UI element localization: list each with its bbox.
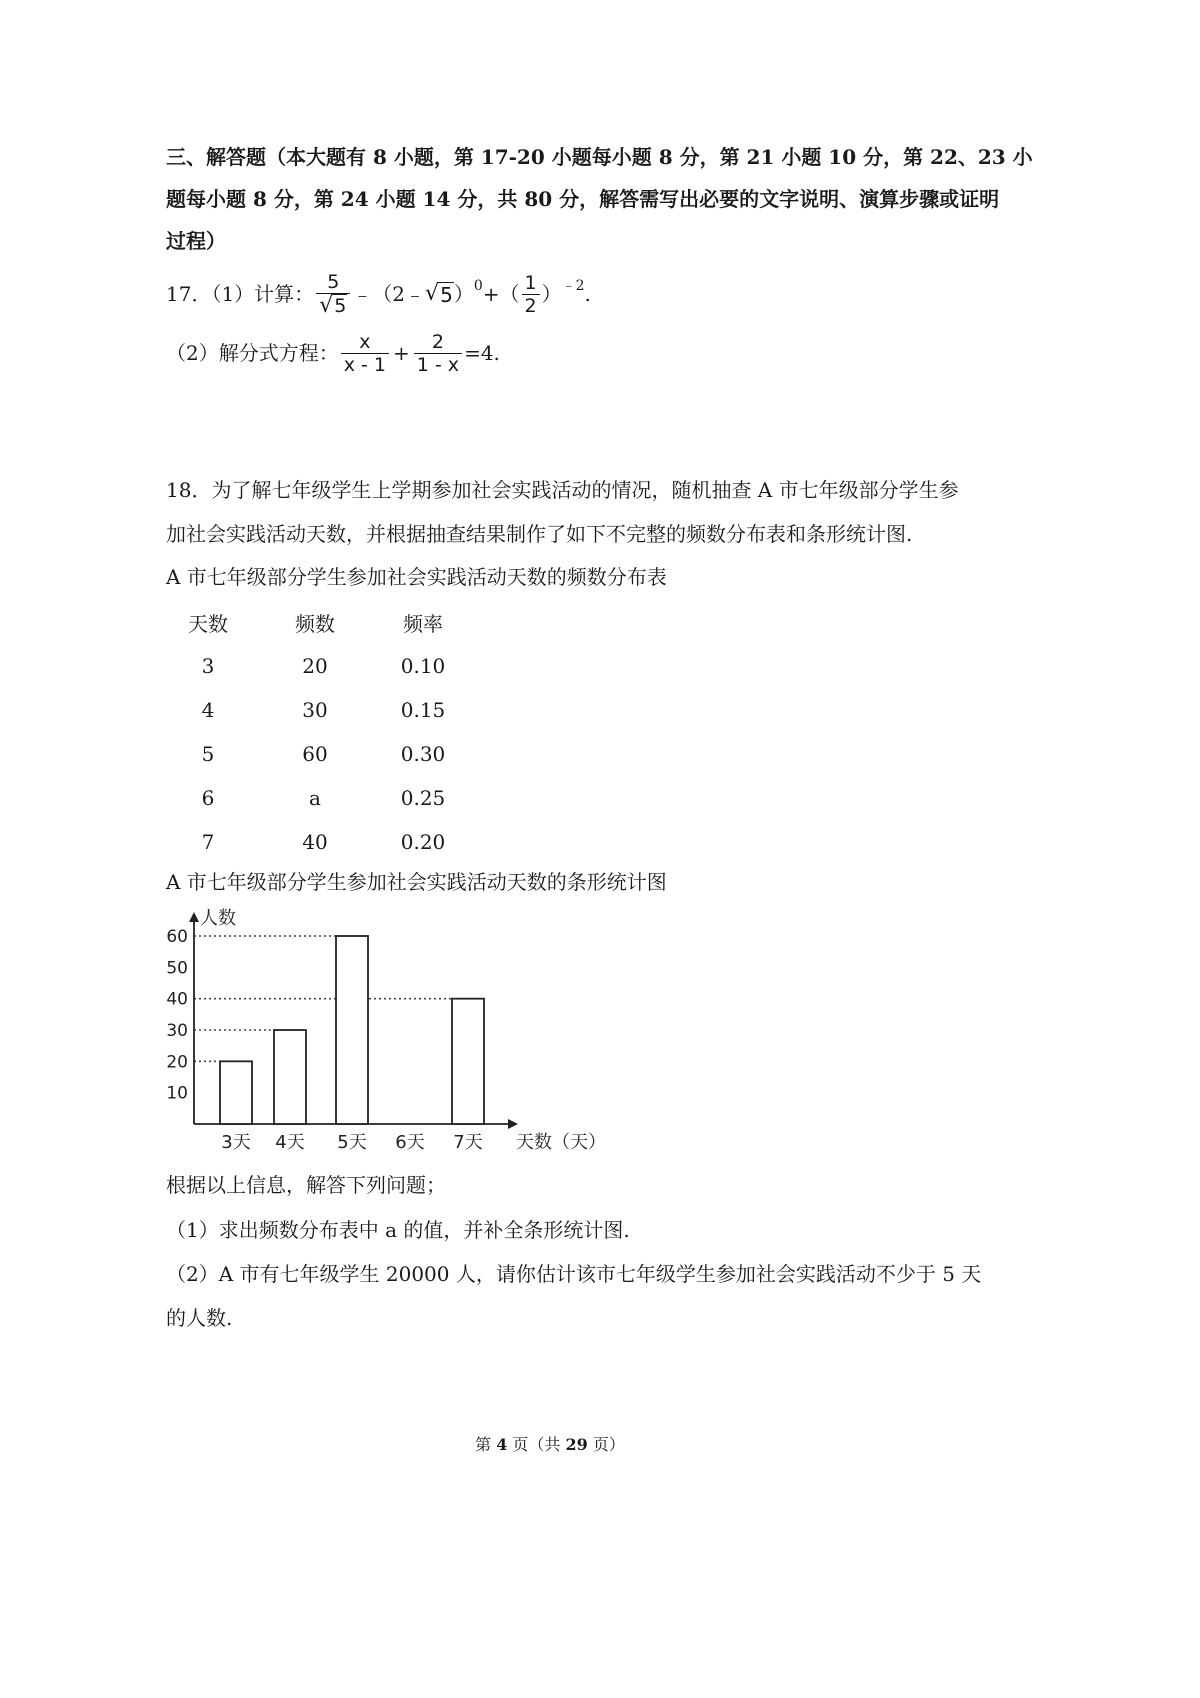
- q17-close-paren: ）: [453, 282, 474, 306]
- sqrt-icon: √: [425, 281, 440, 306]
- fraction-numerator: 2: [431, 330, 444, 353]
- q18-chart-title: A 市七年级部分学生参加社会实践活动天数的条形统计图: [166, 870, 667, 894]
- q18-table-title: A 市七年级部分学生参加社会实践活动天数的频数分布表: [166, 565, 667, 589]
- table-cell: 0.20: [400, 830, 446, 854]
- x-tick-label: 5天: [337, 1132, 367, 1153]
- q17-fraction-x-over-x-minus-1: [341, 331, 389, 376]
- page-footer: [0, 1432, 1100, 1455]
- q17-fraction-2-over-1-minus-x: [414, 331, 462, 376]
- x-tick-label: 7天: [453, 1132, 483, 1153]
- table-row: [176, 688, 456, 732]
- table-cell: 0.25: [400, 786, 446, 810]
- fraction-numerator: 1: [524, 271, 537, 294]
- fraction-numerator: 5: [327, 271, 340, 293]
- y-tick-label: 20: [166, 1052, 188, 1073]
- table-row: [176, 644, 456, 688]
- fraction-denominator: x - 1: [341, 353, 389, 376]
- q17-fraction-5-over-sqrt5: [316, 271, 350, 317]
- fraction-denominator: 1 - x: [414, 353, 462, 376]
- x-tick-label: 6天: [395, 1132, 425, 1153]
- footer-prefix: 第: [475, 1435, 497, 1454]
- q17-part1: [166, 268, 591, 320]
- table-row: [176, 820, 456, 864]
- q17-part1-label: 17．（1）计算：: [166, 282, 315, 306]
- fraction-numerator: x: [359, 330, 371, 353]
- q17-sqrt5: [425, 282, 454, 307]
- q18-line-1: 18．为了解七年级学生上学期参加社会实践活动的情况，随机抽查 A 市七年级部分学生参: [166, 478, 959, 502]
- table-cell: 20: [302, 654, 328, 678]
- y-tick-label: 30: [166, 1021, 188, 1041]
- q17-close-paren-2: ）: [541, 282, 562, 306]
- table-cell: 0.30: [400, 742, 446, 766]
- q17-part2: [166, 327, 500, 379]
- table-cell: 7: [201, 830, 215, 854]
- q17-exponent-zero: 0: [473, 278, 483, 294]
- table-header: 频数: [295, 611, 335, 636]
- table-cell: 4: [201, 698, 215, 722]
- q18-sub-2-line-2: 的人数.: [166, 1306, 233, 1330]
- table-cell: 30: [302, 698, 328, 722]
- x-tick-label: 4天: [275, 1132, 305, 1153]
- fraction-denominator: 2: [522, 294, 540, 317]
- table-cell: a: [309, 786, 321, 810]
- q17-plus: +: [393, 341, 410, 365]
- q17-part2-label: （2）解分式方程：: [166, 341, 339, 365]
- q18-sub-1: （1）求出频数分布表中 a 的值，并补全条形统计图.: [166, 1218, 630, 1242]
- table-cell: 3: [201, 654, 215, 678]
- section-header-line-1: 三、解答题（本大题有 8 小题，第 17-20 小题每小题 8 分，第 21 小题 10 分，第 22、23 小: [166, 145, 1033, 169]
- q18-sub-2-line-1: （2）A 市有七年级学生 20000 人，请你估计该市七年级学生参加社会实践活动不少于 5 天: [166, 1262, 982, 1286]
- footer-suffix: 页）: [587, 1435, 625, 1454]
- q18-after-chart: 根据以上信息，解答下列问题；: [166, 1173, 446, 1197]
- bar: [220, 1061, 252, 1124]
- q17-fraction-half: [522, 272, 540, 317]
- radicand: 5: [334, 295, 347, 317]
- frequency-table: [176, 600, 456, 864]
- footer-total-pages: 29: [565, 1435, 588, 1454]
- footer-middle: 页（共: [507, 1435, 566, 1454]
- bar: [274, 1030, 306, 1124]
- fraction-denominator: [316, 293, 350, 317]
- table-cell: 0.15: [400, 698, 446, 722]
- bar-chart: [166, 904, 606, 1162]
- q18-line-2: 加社会实践活动天数，并根据抽查结果制作了如下不完整的频数分布表和条形统计图.: [166, 522, 913, 546]
- footer-page-number: 4: [496, 1435, 508, 1454]
- q17-equals-4: =4.: [464, 341, 500, 365]
- bar: [452, 999, 484, 1124]
- y-tick-label: 50: [166, 958, 188, 979]
- table-row: [176, 776, 456, 820]
- table-cell: 40: [302, 830, 328, 854]
- x-tick-label: 3天: [221, 1132, 251, 1153]
- y-axis-arrow-icon: [189, 912, 199, 922]
- q17-minus-open: ﹣（2﹣: [352, 282, 426, 306]
- q17-plus-open: +（: [482, 282, 520, 306]
- section-header-line-2: 题每小题 8 分，第 24 小题 14 分，共 80 分，解答需写出必要的文字说明、演算步骤或证明: [166, 187, 1000, 211]
- section-header-line-3: 过程）: [166, 229, 226, 253]
- table-row: [176, 732, 456, 776]
- y-tick-label: 60: [166, 927, 188, 947]
- y-axis-label: 人数: [200, 908, 236, 929]
- x-axis-arrow-icon: [508, 1119, 518, 1129]
- table-cell: 0.10: [400, 654, 446, 678]
- table-cell: 6: [201, 786, 215, 810]
- table-header: 天数: [188, 611, 228, 636]
- table-cell: 60: [302, 742, 328, 766]
- bar: [336, 936, 368, 1124]
- table-cell: 5: [201, 742, 215, 766]
- y-tick-label: 40: [166, 989, 188, 1010]
- q17-period: .: [584, 282, 591, 306]
- y-tick-label: 10: [166, 1083, 188, 1104]
- sqrt-icon: √: [319, 292, 334, 318]
- radicand: 5: [440, 282, 453, 307]
- x-axis-label: 天数（天）: [516, 1132, 606, 1153]
- q17-exponent-neg2: ﹣2: [561, 278, 585, 294]
- bar-chart-svg: [166, 904, 606, 1162]
- table-header-row: [176, 600, 456, 644]
- table-header: 频率: [403, 611, 443, 636]
